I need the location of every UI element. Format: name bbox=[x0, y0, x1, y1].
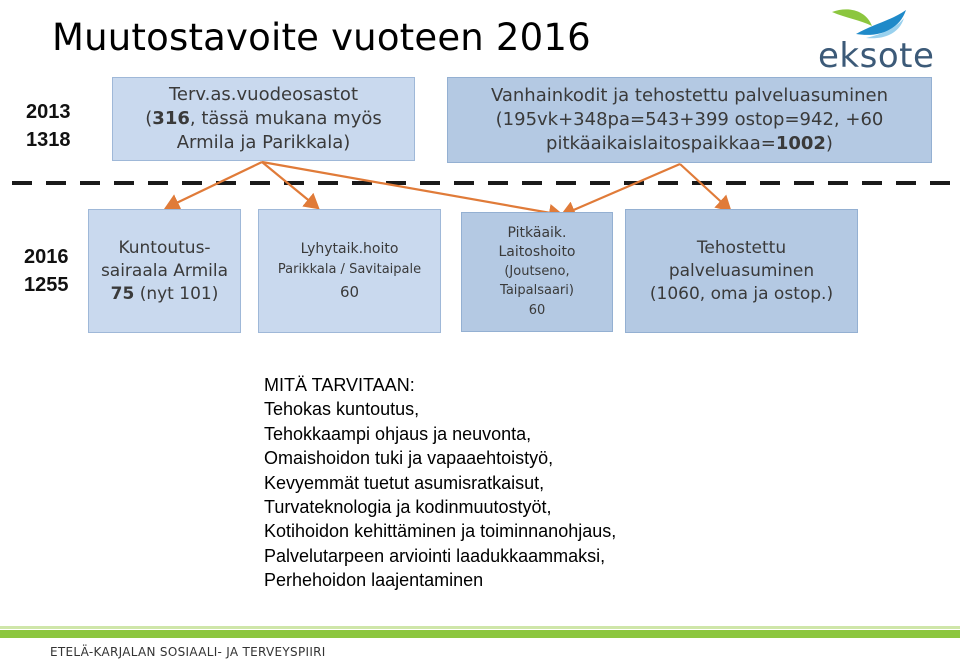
box-kuntoutussairaala-line1: Kuntoutus- bbox=[118, 237, 211, 258]
footer-organization-name: ETELÄ-KARJALAN SOSIAALI- JA TERVEYSPIIRI bbox=[50, 645, 326, 659]
needs-heading: MITÄ TARVITAAN: bbox=[264, 375, 415, 395]
box-tehostettu-line2: palveluasuminen bbox=[668, 260, 815, 281]
box-pitkaaik-line2: Laitoshoito bbox=[498, 243, 576, 260]
box-kuntoutussairaala-line2: sairaala Armila bbox=[100, 260, 229, 281]
needs-item: Palvelutarpeen arviointi laadukkaammaksi, bbox=[264, 545, 606, 566]
box-tehostettu-line1: Tehostettu bbox=[696, 237, 787, 258]
footer-green-bar bbox=[0, 630, 960, 638]
box-kuntoutussairaala bbox=[88, 209, 241, 333]
box-kuntoutussairaala-line3: 75 (nyt 101) bbox=[110, 283, 219, 304]
box-lyhytaikhoito bbox=[258, 209, 441, 333]
box-hospital-wards-line2: (316, tässä mukana myös bbox=[145, 108, 382, 129]
box-tehostettu-palveluasuminen bbox=[625, 209, 858, 333]
needs-item: Omaishoidon tuki ja vapaaehtoistyö, bbox=[264, 448, 554, 469]
eksote-logo-text: eksote bbox=[818, 36, 935, 76]
needs-item: Tehokkaampi ohjaus ja neuvonta, bbox=[264, 423, 532, 444]
needs-item: Kotihoidon kehittäminen ja toiminnanohjaus, bbox=[264, 521, 617, 542]
year-2013: 2013 bbox=[26, 101, 71, 123]
box-pitkaaik-laitoshoito bbox=[461, 212, 613, 332]
box-pitkaaik-line3: (Joutseno, bbox=[504, 263, 570, 279]
arrow-to-kuntoutussairaala bbox=[166, 162, 262, 208]
box-lyhytaikhoito-line2: Parikkala / Savitaipale bbox=[277, 262, 422, 277]
arrow-to-lyhytaikhoito bbox=[262, 162, 318, 208]
box-pitkaaik-line4: Taipalsaari) bbox=[500, 282, 574, 298]
box-hospital-wards-line3: Armila ja Parikkala) bbox=[176, 132, 351, 153]
box-tehostettu-line3: (1060, oma ja ostop.) bbox=[649, 283, 834, 304]
needs-list bbox=[264, 373, 616, 593]
box-nursing-homes-line1: Vanhainkodit ja tehostettu palveluasuminen bbox=[490, 85, 889, 106]
needs-item: Kevyemmät tuetut asumisratkaisut, bbox=[264, 472, 545, 493]
needs-item: Turvateknologia ja kodinmuutostyöt, bbox=[264, 497, 552, 518]
connector-layer bbox=[0, 0, 960, 240]
count-2013: 1318 bbox=[26, 129, 71, 151]
box-nursing-homes-line2: (195vk+348pa=543+399 ostop=942, +60 bbox=[495, 109, 884, 130]
arrow-from-wards-to-pitkaaik bbox=[262, 162, 562, 215]
year-2016-label bbox=[24, 243, 69, 299]
box-nursing-homes-line3: pitkäaikaislaitospaikkaa=1002) bbox=[546, 133, 833, 154]
count-2016: 1255 bbox=[24, 274, 69, 296]
box-pitkaaik-line5: 60 bbox=[528, 302, 546, 318]
arrow-from-nursing-to-pitkaaik bbox=[562, 164, 680, 215]
page-title: Muutostavoite vuoteen 2016 bbox=[52, 16, 591, 59]
needs-item: Tehokas kuntoutus, bbox=[264, 399, 420, 420]
box-lyhytaikhoito-line3: 60 bbox=[339, 283, 360, 301]
box-hospital-wards-line1: Terv.as.vuodeosastot bbox=[168, 84, 359, 105]
box-pitkaaik-line1: Pitkäaik. bbox=[507, 224, 567, 241]
box-lyhytaikhoito-line1: Lyhytaik.hoito bbox=[300, 241, 399, 257]
footer-accent-line bbox=[0, 626, 960, 629]
year-2016: 2016 bbox=[24, 246, 69, 268]
arrow-to-tehostettu bbox=[680, 164, 730, 210]
needs-item: Perhehoidon laajentaminen bbox=[264, 570, 484, 591]
